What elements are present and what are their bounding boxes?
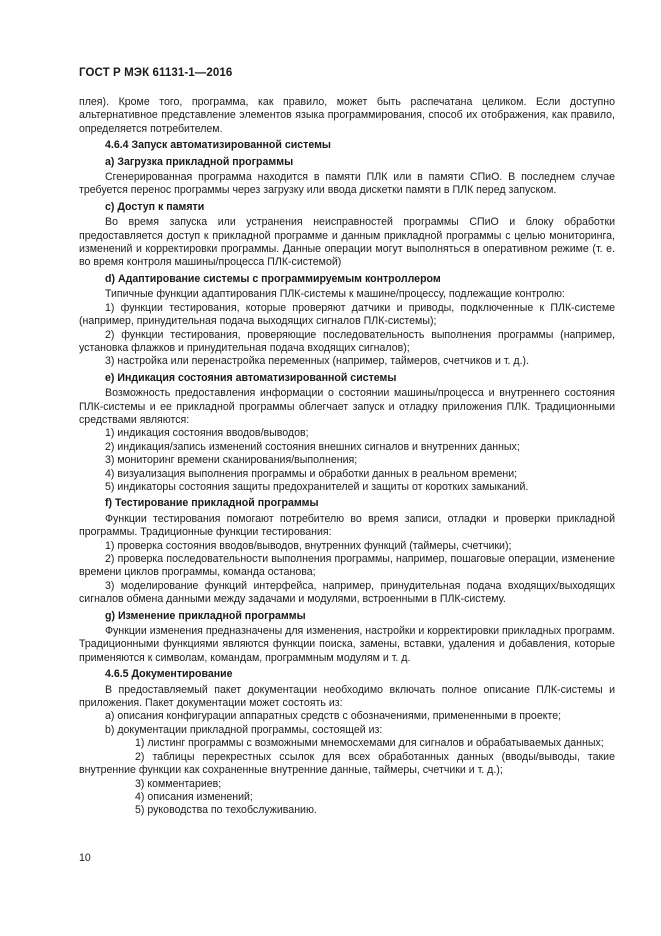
section-heading: d) Адаптирование системы с программируемым контроллером [105,272,441,285]
paragraph: 2) проверка последовательности выполнения программы, например, пошаговые операции, изменение времени циклов программы, команда останова; [79,553,615,579]
paragraph: 2) функции тестирования, проверяющие последовательность выполнения программы (например, установка флажков и принудительная подача входящих сигналов); [79,328,615,354]
paragraph: В предоставляемый пакет документации необходимо включать полное описание ПЛК-системы и приложения. Пакет документации может состоять из: [79,683,615,710]
paragraph: Функции тестирования помогают потребителю во время записи, отладки и проверки прикладной программы. Традиционные функции тестирования: [79,512,615,539]
section-heading: с) Доступ к памяти [105,200,205,213]
paragraph: 1) индикация состояния вводов/выводов; [105,427,309,440]
document-body [79,96,615,818]
paragraph: 3) моделирование функций интерфейса, например, принудительная подача входящих/выходящих сигналов обмена данными между задачами и модулями, встроенными в ПЛК-систему. [79,579,615,606]
list-subitem: 1) листинг программы с возможными мнемосхемами для сигналов и обрабатываемых данных; [135,737,604,750]
paragraph: Типичные функции адаптирования ПЛК-системы к машине/процессу, подлежащие контролю: [105,288,565,301]
section-heading: f) Тестирование прикладной программы [105,497,319,510]
paragraph: 5) индикаторы состояния защиты предохранителей и защиты от коротких замыканий. [105,480,529,493]
paragraph: Возможность предоставления информации о состоянии машины/процесса и внутреннего состояния ПЛК-системы и ее прикладной программы облегчает запуск и отладку приложения ПЛК. Традиционными средствами являются: [79,387,615,426]
paragraph: плея). Кроме того, программа, как правило, может быть распечатана целиком. Если доступно альтернативное представление элементов языка программирования, способ их отображения, как правило, определяется потребителем. [79,96,615,135]
paragraph: 1) функции тестирования, которые проверяют датчики и приводы, подключенные к ПЛК-системе (например, принудительная подача выходящих сигналов ПЛК-системы); [79,301,615,328]
list-subitem: 3) комментариев; [135,777,222,790]
standard-header: ГОСТ Р МЭК 61131-1—2016 [79,67,233,79]
paragraph: Функции изменения предназначены для изменения, настройки и корректировки прикладных программ. Традиционными функциями являются функции поиска, замены, вставки, удаления и добавления, которые применяются к символам, командам, программным модулям и т. д. [79,625,615,664]
paragraph: а) описания конфигурации аппаратных средств с обозначениями, примененными в проекте; [105,710,562,723]
list-subitem: 4) описания изменений; [135,790,253,803]
section-heading: 4.6.4 Запуск автоматизированной системы [105,139,331,152]
paragraph: 3) мониторинг времени сканирования/выполнения; [105,454,358,467]
section-heading: е) Индикация состояния автоматизированной системы [105,371,397,384]
paragraph: 1) проверка состояния вводов/выводов, внутренних функций (таймеры, счетчики); [105,539,512,552]
paragraph: 4) визуализация выполнения программы и обработки данных в реальном времени; [105,467,518,480]
paragraph: b) документации прикладной программы, состоящей из: [105,723,383,736]
list-subitem: 5) руководства по техобслуживанию. [135,804,317,817]
section-heading: а) Загрузка прикладной программы [105,155,294,168]
list-subitem: 2) таблицы перекрестных ссылок для всех обработанных данных (вводы/выводы, такие внутренние функции как сохраненные внутренние данные, таймеры, счетчики и т. д.); [79,750,615,777]
paragraph: Сгенерированная программа находится в памяти ПЛК или в памяти СПиО. В последнем случае требуется перенос программы через загрузку или ввода дискетки памяти в ПЛК перед запуском. [79,171,615,197]
section-heading: g) Изменение прикладной программы [105,609,306,622]
section-heading: 4.6.5 Документирование [105,668,233,681]
page-number: 10 [79,852,91,864]
paragraph: 2) индикация/запись изменений состояния внешних сигналов и внутренних данных; [105,440,520,453]
paragraph: Во время запуска или устранения неисправностей программы СПиО и блоку обработки предоставляется доступ к прикладной программе и данным прикладной программы с целью мониторинга, изменений и корректировки программы. Данные операции могут выполняться в оперативном режиме (т. е. во время контроля машины/процесса ПЛК-системой) [79,216,615,269]
paragraph: 3) настройка или перенастройка переменных (например, таймеров, счетчиков и т. д.). [105,355,530,368]
